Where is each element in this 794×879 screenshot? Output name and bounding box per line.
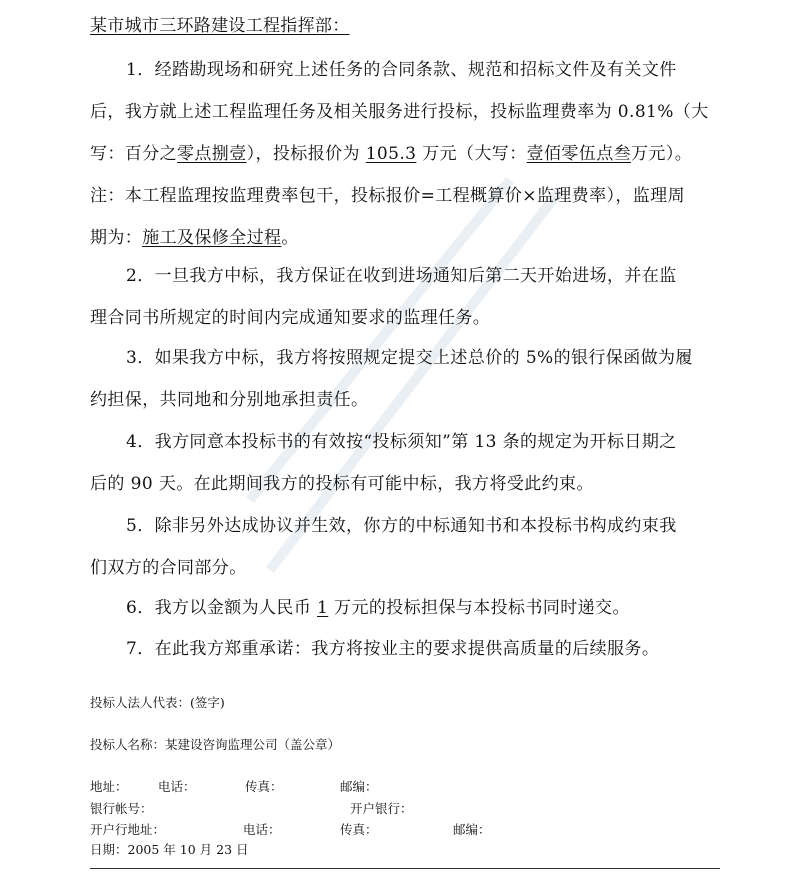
clause-5-line-1: 5．除非另外达成协议并生效，你方的中标通知书和本投标书构成约束我 <box>126 516 677 536</box>
clause-3-line-2: 约担保，共同地和分别地承担责任。 <box>90 390 369 410</box>
clause-3-line-1: 3．如果我方中标，我方将按照规定提交上述总价的 5%的银行保函做为履 <box>126 348 693 368</box>
postcode-label: 邮编： <box>340 779 378 794</box>
text: ），投标报价为 <box>246 144 366 164</box>
text: 。 <box>281 228 299 248</box>
text: 万元（大写： <box>416 144 527 164</box>
text: 写：百分之 <box>90 144 177 164</box>
clause-5-line-2: 们双方的合同部分。 <box>90 558 247 578</box>
footer-divider <box>90 868 720 869</box>
bid-bond-amount: 1 <box>317 598 329 618</box>
clause-1-line-4: 注：本工程监理按监理费率包干，投标报价=工程概算价×监理费率），监理周 <box>90 186 685 206</box>
text: 6．我方以金额为人民币 <box>126 598 318 618</box>
clause-5 <box>90 505 730 589</box>
clause-1-line-3 <box>90 133 730 175</box>
clause-4 <box>90 421 730 505</box>
clause-2-line-1: 2．一旦我方中标，我方保证在收到进场通知后第二天开始进场，并在监 <box>126 266 677 286</box>
supervision-period: 施工及保修全过程 <box>142 228 282 248</box>
bid-price: 105.3 <box>365 144 417 164</box>
clause-6-line-1 <box>90 587 730 629</box>
address-label: 地址： <box>90 779 128 794</box>
clause-4-line-1: 4．我方同意本投标书的有效按“投标须知”第 13 条的规定为开标日期之 <box>126 432 677 452</box>
text: 万元）。 <box>631 144 693 164</box>
clause-7 <box>90 628 730 670</box>
clause-1-line-1: 1．经踏勘现场和研究上述任务的合同条款、规范和招标文件及有关文件 <box>126 60 677 80</box>
clause-4-line-2: 后的 90 天。在此期间我方的投标有可能中标，我方将受此约束。 <box>90 474 594 494</box>
clause-6 <box>90 587 730 629</box>
phone-label: 电话： <box>158 779 196 794</box>
bank-account-label: 银行帐号： <box>90 801 153 816</box>
fax-label: 传真： <box>245 779 283 794</box>
date-line: 日期：2005 年 10 月 23 日 <box>90 842 249 857</box>
rate-in-words: 零点捌壹 <box>177 144 247 164</box>
bank-address-label: 开户行地址： <box>90 822 166 837</box>
phone-label-2: 电话： <box>243 822 281 837</box>
clause-1-line-5 <box>90 217 730 259</box>
clause-1-line-2: 后，我方就上述工程监理任务及相关服务进行投标，投标监理费率为 0.81%（大 <box>90 102 709 122</box>
postcode-label-2: 邮编： <box>453 822 491 837</box>
clause-1 <box>90 49 730 259</box>
clause-7-line-1: 7．在此我方郑重承诺：我方将按业主的要求提供高质量的后续服务。 <box>126 639 660 659</box>
clause-3 <box>90 337 730 421</box>
addressee-header: 某市城市三环路建设工程指挥部： <box>90 16 350 36</box>
legal-representative: 投标人法人代表：(签字) <box>90 695 225 710</box>
fax-label-2: 传真： <box>340 822 378 837</box>
bid-price-in-words: 壹佰零伍点叁 <box>526 144 632 164</box>
clause-2-line-2: 理合同书所规定的时间内完成通知要求的监理任务。 <box>90 308 491 328</box>
clause-2 <box>90 255 730 339</box>
text: 万元的投标担保与本投标书同时递交。 <box>328 598 630 618</box>
text: 期为： <box>90 228 143 248</box>
bidder-name: 投标人名称：某建设咨询监理公司（盖公章） <box>90 737 341 752</box>
bank-label: 开户银行： <box>350 801 413 816</box>
